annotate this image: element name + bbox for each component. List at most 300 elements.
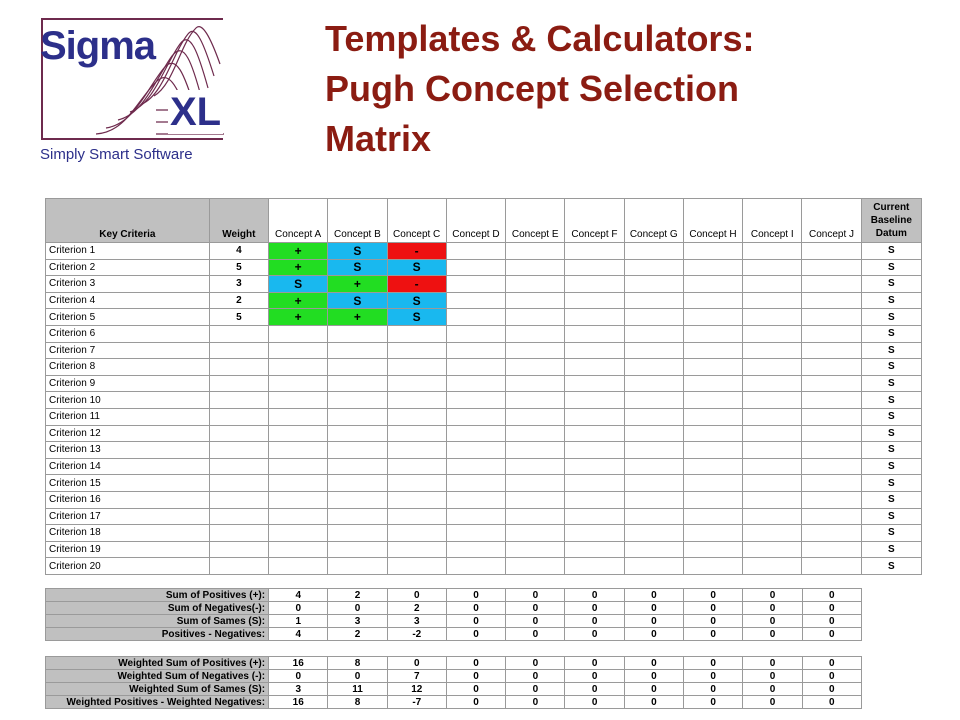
rating-cell[interactable] [446, 359, 505, 376]
rating-cell[interactable]: S [387, 259, 446, 276]
rating-cell[interactable] [802, 243, 861, 260]
criterion-cell[interactable]: Criterion 4 [46, 292, 210, 309]
rating-cell[interactable] [565, 243, 624, 260]
rating-cell[interactable] [743, 309, 802, 326]
rating-cell[interactable] [565, 375, 624, 392]
rating-cell[interactable] [269, 458, 328, 475]
criterion-cell[interactable]: Criterion 2 [46, 259, 210, 276]
rating-cell[interactable]: - [387, 243, 446, 260]
rating-cell[interactable] [624, 541, 683, 558]
rating-cell[interactable] [446, 259, 505, 276]
rating-cell[interactable] [506, 259, 565, 276]
rating-cell[interactable] [506, 243, 565, 260]
rating-cell[interactable] [565, 425, 624, 442]
criterion-cell[interactable]: Criterion 11 [46, 408, 210, 425]
rating-cell[interactable] [446, 491, 505, 508]
weight-cell[interactable] [209, 392, 268, 409]
rating-cell[interactable] [683, 442, 742, 459]
rating-cell[interactable] [683, 458, 742, 475]
rating-cell[interactable]: S [387, 309, 446, 326]
rating-cell[interactable] [506, 325, 565, 342]
rating-cell[interactable] [683, 475, 742, 492]
sum-value: 0 [624, 657, 683, 670]
rating-cell[interactable] [387, 325, 446, 342]
criterion-cell[interactable]: Criterion 20 [46, 558, 210, 575]
rating-cell[interactable] [506, 392, 565, 409]
sum-value: 0 [565, 628, 624, 641]
sum-value: 0 [269, 670, 328, 683]
criterion-cell[interactable]: Criterion 1 [46, 243, 210, 260]
sum-label: Weighted Positives - Weighted Negatives: [46, 696, 269, 709]
rating-cell[interactable] [802, 359, 861, 376]
rating-cell[interactable] [565, 508, 624, 525]
rating-cell[interactable] [446, 276, 505, 293]
sum-label: Positives - Negatives: [46, 628, 269, 641]
rating-cell[interactable] [802, 458, 861, 475]
sum-value: 0 [565, 696, 624, 709]
weight-cell[interactable] [209, 325, 268, 342]
rating-cell[interactable] [446, 392, 505, 409]
weight-cell[interactable] [209, 508, 268, 525]
rating-cell[interactable] [624, 491, 683, 508]
weight-cell[interactable] [209, 442, 268, 459]
rating-cell[interactable] [506, 491, 565, 508]
rating-cell[interactable] [683, 425, 742, 442]
rating-cell[interactable] [802, 491, 861, 508]
criterion-cell[interactable]: Criterion 18 [46, 525, 210, 542]
rating-cell[interactable] [269, 375, 328, 392]
rating-cell[interactable] [802, 309, 861, 326]
sum-label: Sum of Sames (S): [46, 615, 269, 628]
sum-value: 1 [269, 615, 328, 628]
pugh-matrix-table [45, 198, 922, 575]
rating-cell[interactable] [387, 408, 446, 425]
rating-cell[interactable] [269, 475, 328, 492]
rating-cell[interactable] [802, 325, 861, 342]
rating-cell[interactable] [624, 458, 683, 475]
rating-cell[interactable] [743, 425, 802, 442]
criterion-cell[interactable]: Criterion 16 [46, 491, 210, 508]
sums-table [45, 588, 862, 641]
rating-cell[interactable] [565, 541, 624, 558]
weight-cell[interactable] [209, 425, 268, 442]
rating-cell[interactable] [269, 392, 328, 409]
rating-cell[interactable] [446, 292, 505, 309]
rating-cell[interactable] [683, 342, 742, 359]
criterion-cell[interactable]: Criterion 10 [46, 392, 210, 409]
sum-value: 0 [624, 696, 683, 709]
rating-cell[interactable] [802, 259, 861, 276]
rating-cell[interactable] [328, 408, 387, 425]
rating-cell[interactable] [269, 491, 328, 508]
rating-cell[interactable] [624, 425, 683, 442]
rating-cell[interactable] [328, 475, 387, 492]
rating-cell[interactable] [328, 491, 387, 508]
rating-cell[interactable] [269, 442, 328, 459]
rating-cell[interactable]: S [328, 243, 387, 260]
rating-cell[interactable] [387, 458, 446, 475]
criterion-cell[interactable]: Criterion 17 [46, 508, 210, 525]
rating-cell[interactable] [683, 508, 742, 525]
rating-cell[interactable] [565, 259, 624, 276]
rating-cell[interactable] [387, 508, 446, 525]
criterion-cell[interactable]: Criterion 12 [46, 425, 210, 442]
rating-cell[interactable] [506, 558, 565, 575]
rating-cell[interactable] [802, 342, 861, 359]
rating-cell[interactable] [506, 458, 565, 475]
rating-cell[interactable] [506, 375, 565, 392]
sum-value: 0 [743, 696, 802, 709]
datum-cell: S [861, 442, 921, 459]
rating-cell[interactable] [387, 558, 446, 575]
rating-cell[interactable] [624, 309, 683, 326]
rating-cell[interactable] [802, 375, 861, 392]
rating-cell[interactable]: + [269, 309, 328, 326]
rating-cell[interactable] [269, 342, 328, 359]
rating-cell[interactable] [743, 375, 802, 392]
rating-cell[interactable] [446, 309, 505, 326]
rating-cell[interactable] [387, 392, 446, 409]
sum-row [46, 628, 862, 641]
rating-cell[interactable] [328, 508, 387, 525]
rating-cell[interactable] [446, 475, 505, 492]
sum-value: 0 [624, 628, 683, 641]
criterion-cell[interactable]: Criterion 8 [46, 359, 210, 376]
datum-cell: S [861, 475, 921, 492]
rating-cell[interactable] [446, 408, 505, 425]
sum-value: 7 [387, 670, 446, 683]
rating-cell[interactable] [683, 525, 742, 542]
weight-cell[interactable] [209, 558, 268, 575]
sum-value: 0 [565, 670, 624, 683]
rating-cell[interactable] [802, 508, 861, 525]
rating-cell[interactable] [683, 359, 742, 376]
rating-cell[interactable] [269, 359, 328, 376]
rating-cell[interactable] [624, 276, 683, 293]
rating-cell[interactable] [565, 276, 624, 293]
rating-cell[interactable] [683, 375, 742, 392]
rating-cell[interactable] [683, 243, 742, 260]
rating-cell[interactable]: - [387, 276, 446, 293]
rating-cell[interactable] [743, 325, 802, 342]
rating-cell[interactable] [743, 508, 802, 525]
datum-cell: S [861, 309, 921, 326]
rating-cell[interactable] [802, 408, 861, 425]
sum-value: 0 [446, 657, 505, 670]
rating-cell[interactable] [328, 525, 387, 542]
rating-cell[interactable] [743, 525, 802, 542]
sum-value: 0 [743, 670, 802, 683]
rating-cell[interactable] [446, 525, 505, 542]
rating-cell[interactable] [624, 525, 683, 542]
rating-cell[interactable] [506, 442, 565, 459]
rating-cell[interactable] [387, 491, 446, 508]
datum-cell: S [861, 292, 921, 309]
criterion-cell[interactable]: Criterion 5 [46, 309, 210, 326]
weight-cell[interactable] [209, 359, 268, 376]
weight-cell[interactable] [209, 375, 268, 392]
rating-cell[interactable] [624, 325, 683, 342]
sum-value: 2 [387, 602, 446, 615]
rating-cell[interactable] [743, 359, 802, 376]
weight-cell[interactable]: 2 [209, 292, 268, 309]
matrix-header-row [46, 199, 922, 243]
sum-value: 0 [802, 683, 861, 696]
rating-cell[interactable] [565, 458, 624, 475]
rating-cell[interactable] [446, 541, 505, 558]
rating-cell[interactable] [683, 276, 742, 293]
rating-cell[interactable] [328, 375, 387, 392]
rating-cell[interactable] [328, 458, 387, 475]
rating-cell[interactable] [743, 259, 802, 276]
rating-cell[interactable] [446, 243, 505, 260]
datum-cell: S [861, 408, 921, 425]
rating-cell[interactable] [565, 558, 624, 575]
rating-cell[interactable] [446, 425, 505, 442]
rating-cell[interactable] [328, 359, 387, 376]
rating-cell[interactable] [328, 392, 387, 409]
rating-cell[interactable] [565, 408, 624, 425]
rating-cell[interactable] [506, 525, 565, 542]
rating-cell[interactable] [387, 525, 446, 542]
concept-header: Concept F [565, 199, 624, 243]
rating-cell[interactable]: + [328, 276, 387, 293]
criterion-cell[interactable]: Criterion 13 [46, 442, 210, 459]
weight-cell[interactable]: 5 [209, 309, 268, 326]
rating-cell[interactable] [624, 408, 683, 425]
rating-cell[interactable] [506, 359, 565, 376]
rating-cell[interactable] [624, 375, 683, 392]
rating-cell[interactable] [446, 558, 505, 575]
table-row [46, 475, 922, 492]
rating-cell[interactable] [624, 475, 683, 492]
rating-cell[interactable] [624, 442, 683, 459]
rating-cell[interactable] [624, 558, 683, 575]
rating-cell[interactable]: S [387, 292, 446, 309]
rating-cell[interactable] [387, 475, 446, 492]
rating-cell[interactable] [683, 392, 742, 409]
rating-cell[interactable] [446, 458, 505, 475]
logo-xl-text: XL [170, 90, 222, 134]
rating-cell[interactable] [624, 292, 683, 309]
rating-cell[interactable] [446, 442, 505, 459]
rating-cell[interactable] [506, 342, 565, 359]
rating-cell[interactable] [683, 259, 742, 276]
rating-cell[interactable] [624, 243, 683, 260]
criterion-cell[interactable]: Criterion 15 [46, 475, 210, 492]
rating-cell[interactable] [683, 292, 742, 309]
rating-cell[interactable] [328, 342, 387, 359]
rating-cell[interactable] [802, 442, 861, 459]
key-criteria-header: Key Criteria [46, 199, 210, 243]
rating-cell[interactable] [387, 342, 446, 359]
rating-cell[interactable] [802, 558, 861, 575]
rating-cell[interactable] [328, 558, 387, 575]
sum-value: 4 [269, 589, 328, 602]
weight-cell[interactable]: 3 [209, 276, 268, 293]
table-row [46, 525, 922, 542]
rating-cell[interactable] [683, 491, 742, 508]
rating-cell[interactable] [565, 342, 624, 359]
rating-cell[interactable] [506, 508, 565, 525]
rating-cell[interactable] [802, 475, 861, 492]
criterion-cell[interactable]: Criterion 7 [46, 342, 210, 359]
sum-value: 8 [328, 696, 387, 709]
rating-cell[interactable] [269, 541, 328, 558]
rating-cell[interactable]: S [328, 259, 387, 276]
datum-cell: S [861, 243, 921, 260]
criterion-cell[interactable]: Criterion 9 [46, 375, 210, 392]
rating-cell[interactable] [802, 525, 861, 542]
sum-value: 0 [565, 657, 624, 670]
sum-value: 0 [684, 602, 743, 615]
rating-cell[interactable] [743, 276, 802, 293]
rating-cell[interactable] [269, 408, 328, 425]
rating-cell[interactable] [506, 541, 565, 558]
rating-cell[interactable] [743, 243, 802, 260]
rating-cell[interactable] [802, 292, 861, 309]
rating-cell[interactable] [624, 392, 683, 409]
rating-cell[interactable] [624, 259, 683, 276]
rating-cell[interactable] [506, 425, 565, 442]
sum-value: 0 [446, 602, 505, 615]
rating-cell[interactable] [624, 342, 683, 359]
rating-cell[interactable] [506, 309, 565, 326]
sum-label: Sum of Negatives(-): [46, 602, 269, 615]
rating-cell[interactable] [743, 392, 802, 409]
rating-cell[interactable] [328, 442, 387, 459]
slide-title [325, 14, 945, 164]
rating-cell[interactable] [269, 525, 328, 542]
rating-cell[interactable]: + [269, 259, 328, 276]
table-row [46, 359, 922, 376]
sum-value: 0 [743, 602, 802, 615]
sum-value: 0 [506, 589, 565, 602]
rating-cell[interactable] [565, 392, 624, 409]
rating-cell[interactable] [743, 475, 802, 492]
rating-cell[interactable] [269, 425, 328, 442]
sum-value: 3 [387, 615, 446, 628]
table-row [46, 558, 922, 575]
rating-cell[interactable] [565, 359, 624, 376]
weighted-sum-row [46, 657, 862, 670]
rating-cell[interactable] [446, 325, 505, 342]
weight-cell[interactable] [209, 541, 268, 558]
rating-cell[interactable] [565, 292, 624, 309]
rating-cell[interactable] [506, 475, 565, 492]
criterion-cell[interactable]: Criterion 19 [46, 541, 210, 558]
sum-value: 0 [565, 602, 624, 615]
rating-cell[interactable] [802, 392, 861, 409]
sum-value: 0 [506, 615, 565, 628]
rating-cell[interactable] [683, 325, 742, 342]
rating-cell[interactable] [387, 375, 446, 392]
rating-cell[interactable] [743, 541, 802, 558]
rating-cell[interactable] [328, 325, 387, 342]
sum-row [46, 589, 862, 602]
rating-cell[interactable] [565, 491, 624, 508]
rating-cell[interactable] [743, 342, 802, 359]
rating-cell[interactable]: + [269, 243, 328, 260]
rating-cell[interactable] [683, 408, 742, 425]
rating-cell[interactable] [506, 408, 565, 425]
rating-cell[interactable] [446, 508, 505, 525]
rating-cell[interactable] [387, 425, 446, 442]
rating-cell[interactable] [387, 442, 446, 459]
sum-value: 8 [328, 657, 387, 670]
rating-cell[interactable] [565, 309, 624, 326]
rating-cell[interactable]: + [328, 309, 387, 326]
weight-cell[interactable] [209, 458, 268, 475]
rating-cell[interactable] [269, 508, 328, 525]
rating-cell[interactable] [446, 375, 505, 392]
rating-cell[interactable] [387, 541, 446, 558]
rating-cell[interactable] [387, 359, 446, 376]
rating-cell[interactable] [506, 292, 565, 309]
sum-value: 0 [802, 602, 861, 615]
weight-cell[interactable] [209, 491, 268, 508]
rating-cell[interactable] [683, 309, 742, 326]
sum-value: 0 [743, 628, 802, 641]
sum-value: 0 [802, 670, 861, 683]
logo-sigma-text: Sigma [40, 24, 156, 68]
weight-cell[interactable] [209, 408, 268, 425]
criterion-cell[interactable]: Criterion 3 [46, 276, 210, 293]
rating-cell[interactable] [743, 408, 802, 425]
rating-cell[interactable] [565, 475, 624, 492]
table-row [46, 259, 922, 276]
rating-cell[interactable] [802, 276, 861, 293]
rating-cell[interactable] [683, 541, 742, 558]
rating-cell[interactable]: S [328, 292, 387, 309]
rating-cell[interactable] [802, 425, 861, 442]
rating-cell[interactable] [743, 458, 802, 475]
sum-value: 12 [387, 683, 446, 696]
weight-cell[interactable]: 5 [209, 259, 268, 276]
rating-cell[interactable] [683, 558, 742, 575]
criterion-cell[interactable]: Criterion 14 [46, 458, 210, 475]
sum-value: 16 [269, 696, 328, 709]
rating-cell[interactable] [269, 325, 328, 342]
rating-cell[interactable] [565, 442, 624, 459]
rating-cell[interactable] [624, 359, 683, 376]
rating-cell[interactable]: S [269, 276, 328, 293]
sum-label: Weighted Sum of Sames (S): [46, 683, 269, 696]
rating-cell[interactable] [328, 425, 387, 442]
datum-cell: S [861, 359, 921, 376]
weight-cell[interactable] [209, 475, 268, 492]
rating-cell[interactable] [446, 342, 505, 359]
criterion-cell[interactable]: Criterion 6 [46, 325, 210, 342]
rating-cell[interactable]: + [269, 292, 328, 309]
rating-cell[interactable] [743, 292, 802, 309]
sum-value: 0 [446, 628, 505, 641]
rating-cell[interactable] [506, 276, 565, 293]
rating-cell[interactable] [565, 325, 624, 342]
rating-cell[interactable] [743, 442, 802, 459]
concept-header: Concept H [683, 199, 742, 243]
rating-cell[interactable] [624, 508, 683, 525]
rating-cell[interactable] [802, 541, 861, 558]
weight-cell[interactable] [209, 342, 268, 359]
rating-cell[interactable] [565, 525, 624, 542]
rating-cell[interactable] [743, 558, 802, 575]
rating-cell[interactable] [269, 558, 328, 575]
weight-cell[interactable]: 4 [209, 243, 268, 260]
rating-cell[interactable] [743, 491, 802, 508]
weight-cell[interactable] [209, 525, 268, 542]
rating-cell[interactable] [328, 541, 387, 558]
